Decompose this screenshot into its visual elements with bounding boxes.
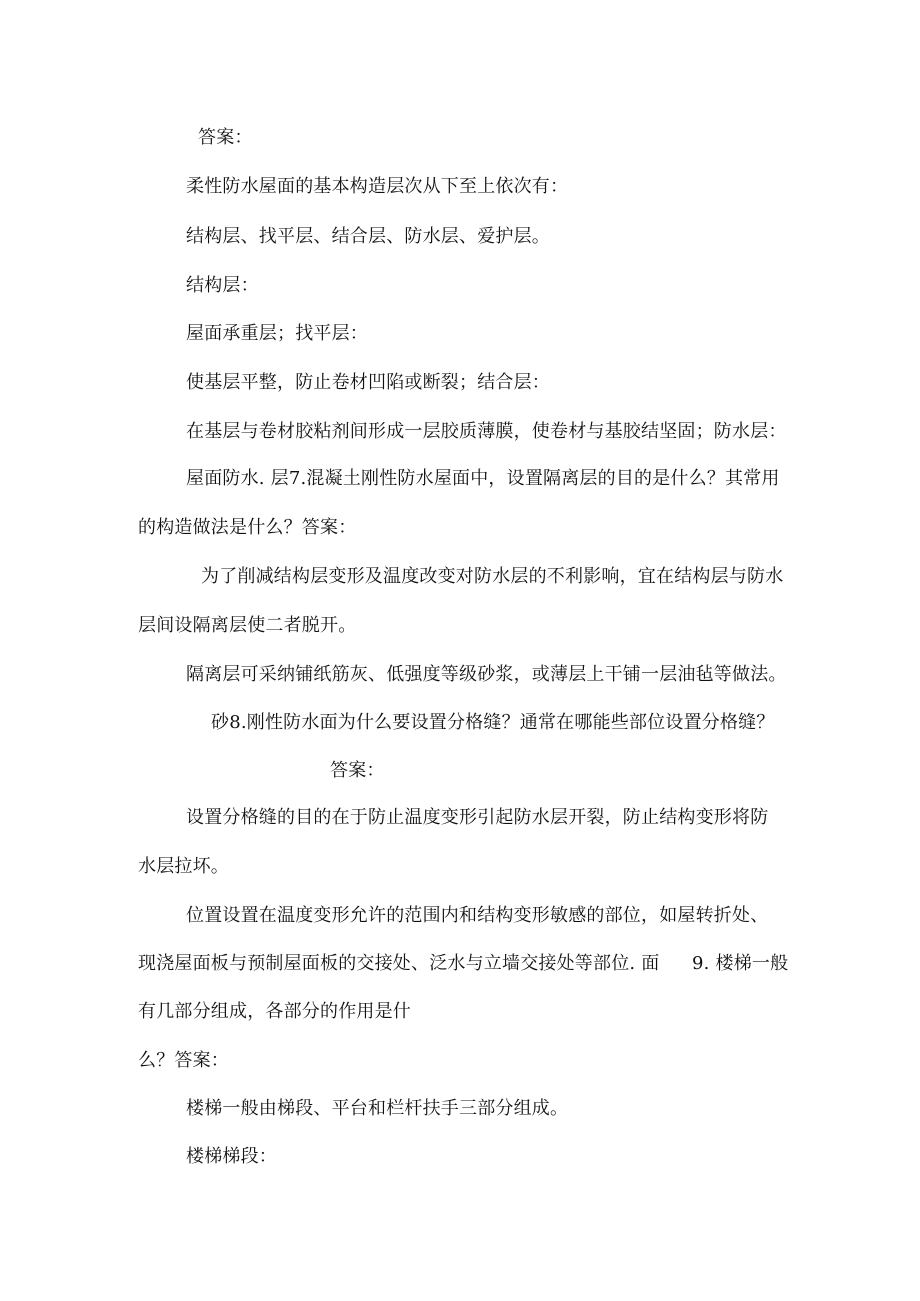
- question-9-line-2: 有几部分组成，各部分的作用是什: [138, 1001, 411, 1022]
- question-8-line: 砂8.刚性防水面为什么要设置分格缝？通常在哪能些部位设置分格缝？: [211, 712, 775, 733]
- paragraph-line: 柔性防水屋面的基本构造层次从下至上依次有：: [186, 176, 569, 197]
- paragraph-line: 层间设隔离层使二者脱开。: [138, 615, 357, 636]
- paragraph-line: 水层拉坏。: [138, 856, 229, 877]
- paragraph-line: 使基层平整，防止卷材凹陷或断裂；结合层：: [186, 372, 550, 393]
- paragraph-line: 屋面承重层；找平层：: [186, 323, 368, 344]
- answer-label-1: 答案：: [198, 127, 253, 148]
- paragraph-line: 现浇屋面板与预制屋面板的交接处、泛水与立墙交接处等部位. 面: [138, 953, 660, 974]
- question-7-line-2: 的构造做法是什么？答案：: [138, 517, 357, 538]
- question-9-line-1: 9. 楼梯一般: [692, 953, 789, 974]
- paragraph-line: 楼梯一般由梯段、平台和栏杆扶手三部分组成。: [186, 1098, 569, 1119]
- paragraph-line: 隔离层可采纳铺纸筋灰、低强度等级砂浆，或薄层上干铺一层油毡等做法。: [186, 664, 787, 685]
- question-9-line-3: 么？答案：: [138, 1050, 229, 1071]
- paragraph-line: 结构层、找平层、结合层、防水层、爱护层。: [186, 226, 550, 247]
- paragraph-line: 位置设置在温度变形允许的范围内和结构变形敏感的部位，如屋转折处、: [186, 905, 769, 926]
- paragraph-line: 为了削减结构层变形及温度改变对防水层的不利影响，宜在结构层与防水: [201, 566, 784, 587]
- paragraph-line: 楼梯梯段：: [186, 1146, 277, 1167]
- paragraph-line: 结构层：: [186, 275, 259, 296]
- answer-label-2: 答案：: [330, 760, 385, 781]
- paragraph-line: 设置分格缝的目的在于防止温度变形引起防水层开裂，防止结构变形将防: [186, 807, 769, 828]
- paragraph-line: 在基层与卷材胶粘剂间形成一层胶质薄膜，使卷材与基胶结坚固；防水层：: [186, 421, 787, 442]
- question-7-line-1: 屋面防水. 层7.混凝土刚性防水屋面中，设置隔离层的目的是什么？其常用: [186, 468, 780, 489]
